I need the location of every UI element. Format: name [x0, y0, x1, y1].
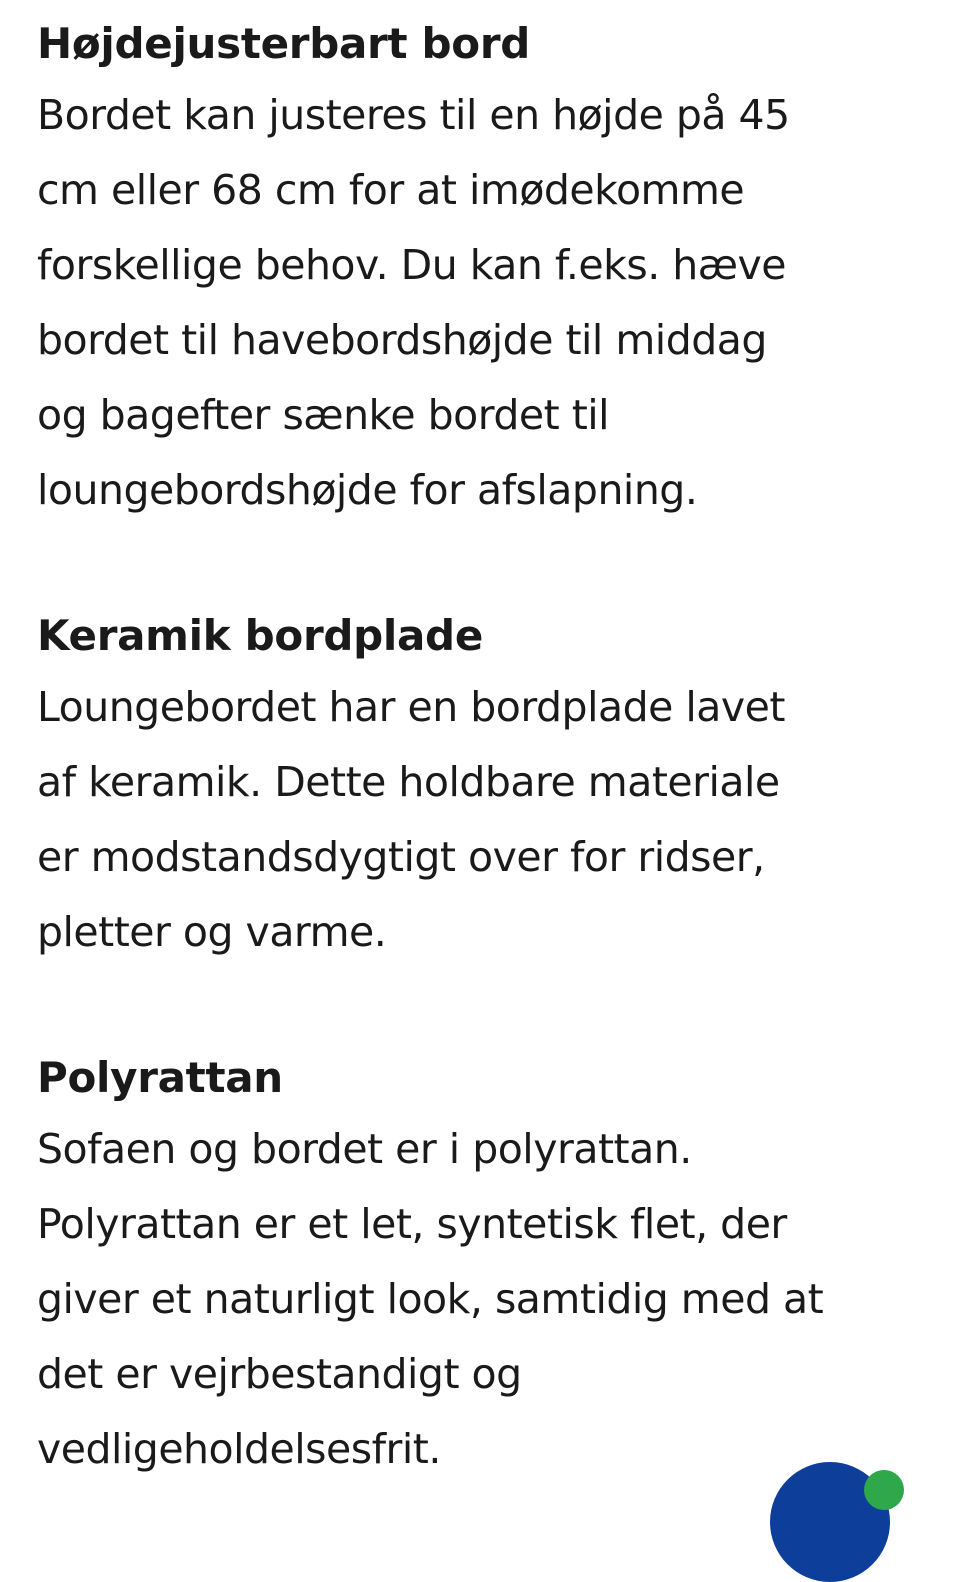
body-line: loungebordshøjde for afslapning. — [37, 466, 698, 514]
section-body — [37, 78, 937, 528]
body-line: af keramik. Dette holdbare materiale — [37, 758, 780, 806]
body-line: Loungebordet har en bordplade lavet — [37, 683, 785, 731]
section-body — [37, 670, 937, 970]
body-line: og bagefter sænke bordet til — [37, 391, 610, 439]
body-line: cm eller 68 cm for at imødekomme — [37, 166, 745, 214]
section-heading: Polyrattan — [37, 1053, 283, 1102]
body-line: Sofaen og bordet er i polyrattan. — [37, 1125, 692, 1173]
body-line: giver et naturligt look, samtidig med at — [37, 1275, 824, 1323]
section-ceramic-tabletop — [37, 602, 937, 970]
online-status-icon — [864, 1470, 904, 1510]
body-line: forskellige behov. Du kan f.eks. hæve — [37, 241, 787, 289]
section-height-adjustable — [37, 10, 937, 528]
body-line: Polyrattan er et let, syntetisk flet, der — [37, 1200, 787, 1248]
body-line: bordet til havebordshøjde til middag — [37, 316, 767, 364]
body-line: vedligeholdelsesfrit. — [37, 1425, 441, 1473]
section-heading: Højdejusterbart bord — [37, 19, 531, 68]
body-line: er modstandsdygtigt over for ridser, — [37, 833, 765, 881]
section-body — [37, 1112, 937, 1487]
body-line: det er vejrbestandigt og — [37, 1350, 522, 1398]
product-description — [37, 10, 937, 1487]
section-polyrattan — [37, 1044, 937, 1487]
section-heading: Keramik bordplade — [37, 611, 484, 660]
body-line: pletter og varme. — [37, 908, 387, 956]
body-line: Bordet kan justeres til en højde på 45 — [37, 91, 790, 139]
